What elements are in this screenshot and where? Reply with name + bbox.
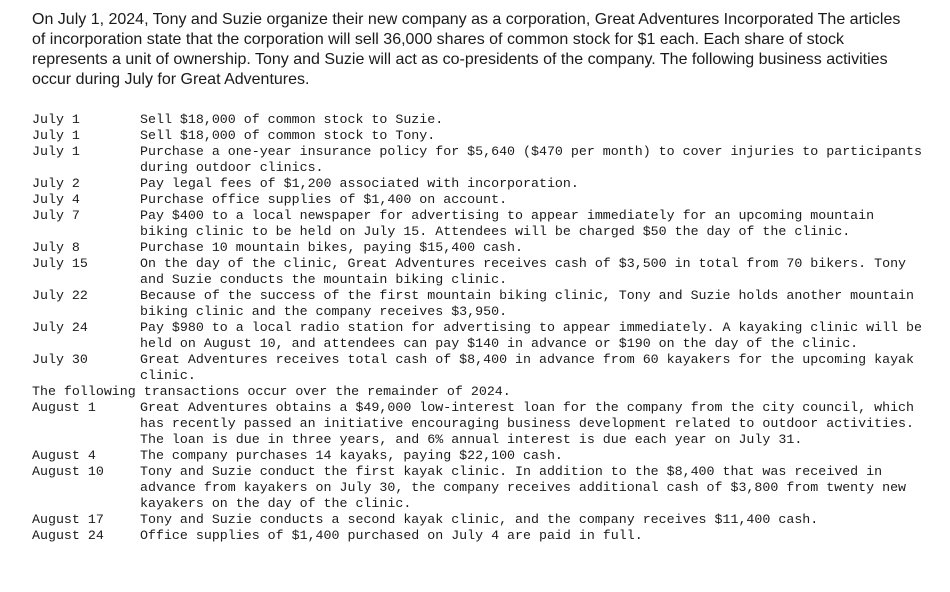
list-item (32, 112, 922, 128)
event-date: July 22 (32, 288, 88, 303)
event-date: August 17 (32, 512, 104, 527)
list-item (32, 240, 922, 256)
event-description: On the day of the clinic, Great Adventures receives cash of $3,500 in total from 70 bikers. Tony and Suzie conducts the mountain biking clinic. (140, 256, 907, 287)
list-item (32, 400, 922, 448)
event-date: July 1 (32, 128, 80, 143)
remainder-heading: The following transactions occur over the remainder of 2024. (32, 384, 511, 399)
list-item (32, 320, 922, 352)
list-item (32, 208, 922, 240)
list-item (32, 128, 922, 144)
event-description: Office supplies of $1,400 purchased on July 4 are paid in full. (140, 528, 643, 543)
list-item (32, 288, 922, 320)
event-description: Purchase office supplies of $1,400 on account. (140, 192, 508, 207)
event-date: August 24 (32, 528, 104, 543)
event-description: Great Adventures obtains a $49,000 low-interest loan for the company from the city council, which has recently passed an initiative encouraging business development related to outdoor activities. The loan is due in three years, and 6% annual interest is due each year on July 31. (140, 400, 915, 447)
event-date: July 8 (32, 240, 80, 255)
event-description: Tony and Suzie conducts a second kayak clinic, and the company receives $11,400 cash. (140, 512, 819, 527)
intro-paragraph: On July 1, 2024, Tony and Suzie organize their new company as a corporation, Great Adventures Incorporated The articles of incorporation state that the corporation will sell 36,000 shares of common stock for $1 each. Each share of stock represents a unit of ownership. Tony and Suzie will act as co-presidents of the company. The following business activities occur during July for Great Adventures. (32, 11, 901, 88)
event-date: July 1 (32, 112, 80, 127)
event-description: Because of the success of the first mountain biking clinic, Tony and Suzie holds another mountain biking clinic and the company receives $3,950. (140, 288, 915, 319)
event-date: August 1 (32, 400, 96, 415)
list-item (32, 464, 922, 512)
event-description: Purchase a one-year insurance policy for $5,640 ($470 per month) to cover injuries to participants during outdoor clinics. (140, 144, 922, 175)
event-description: Pay $980 to a local radio station for advertising to appear immediately. A kayaking clinic will be held on August 10, and attendees can pay $140 in advance or $190 on the day of the clinic. (140, 320, 922, 351)
list-item (32, 512, 922, 528)
event-description: Great Adventures receives total cash of $8,400 in advance from 60 kayakers for the upcoming kayak clinic. (140, 352, 915, 383)
list-item (32, 256, 922, 288)
event-date: July 4 (32, 192, 80, 207)
event-date: July 15 (32, 256, 88, 271)
event-description: Tony and Suzie conduct the first kayak clinic. In addition to the $8,400 that was received in advance from kayakers on July 30, the company receives additional cash of $3,800 from twenty new kayakers on the day of the clinic. (140, 464, 907, 511)
event-date: July 1 (32, 144, 80, 159)
event-description: Sell $18,000 of common stock to Suzie. (140, 112, 444, 127)
event-date: August 4 (32, 448, 96, 463)
list-item (32, 192, 922, 208)
list-item (32, 352, 922, 384)
event-description: Pay legal fees of $1,200 associated with incorporation. (140, 176, 579, 191)
list-item (32, 176, 922, 192)
list-item (32, 448, 922, 464)
event-description: The company purchases 14 kayaks, paying $22,100 cash. (140, 448, 563, 463)
event-date: July 24 (32, 320, 88, 335)
list-item (32, 144, 922, 176)
event-date: August 10 (32, 464, 104, 479)
transactions-list (32, 112, 922, 544)
event-description: Purchase 10 mountain bikes, paying $15,400 cash. (140, 240, 524, 255)
event-date: July 7 (32, 208, 80, 223)
event-date: July 30 (32, 352, 88, 367)
event-description: Pay $400 to a local newspaper for advertising to appear immediately for an upcoming mountain biking clinic to be held on July 15. Attendees will be charged $50 the day of the clinic. (140, 208, 875, 239)
list-item (32, 528, 922, 544)
event-description: Sell $18,000 of common stock to Tony. (140, 128, 436, 143)
event-date: July 2 (32, 176, 80, 191)
